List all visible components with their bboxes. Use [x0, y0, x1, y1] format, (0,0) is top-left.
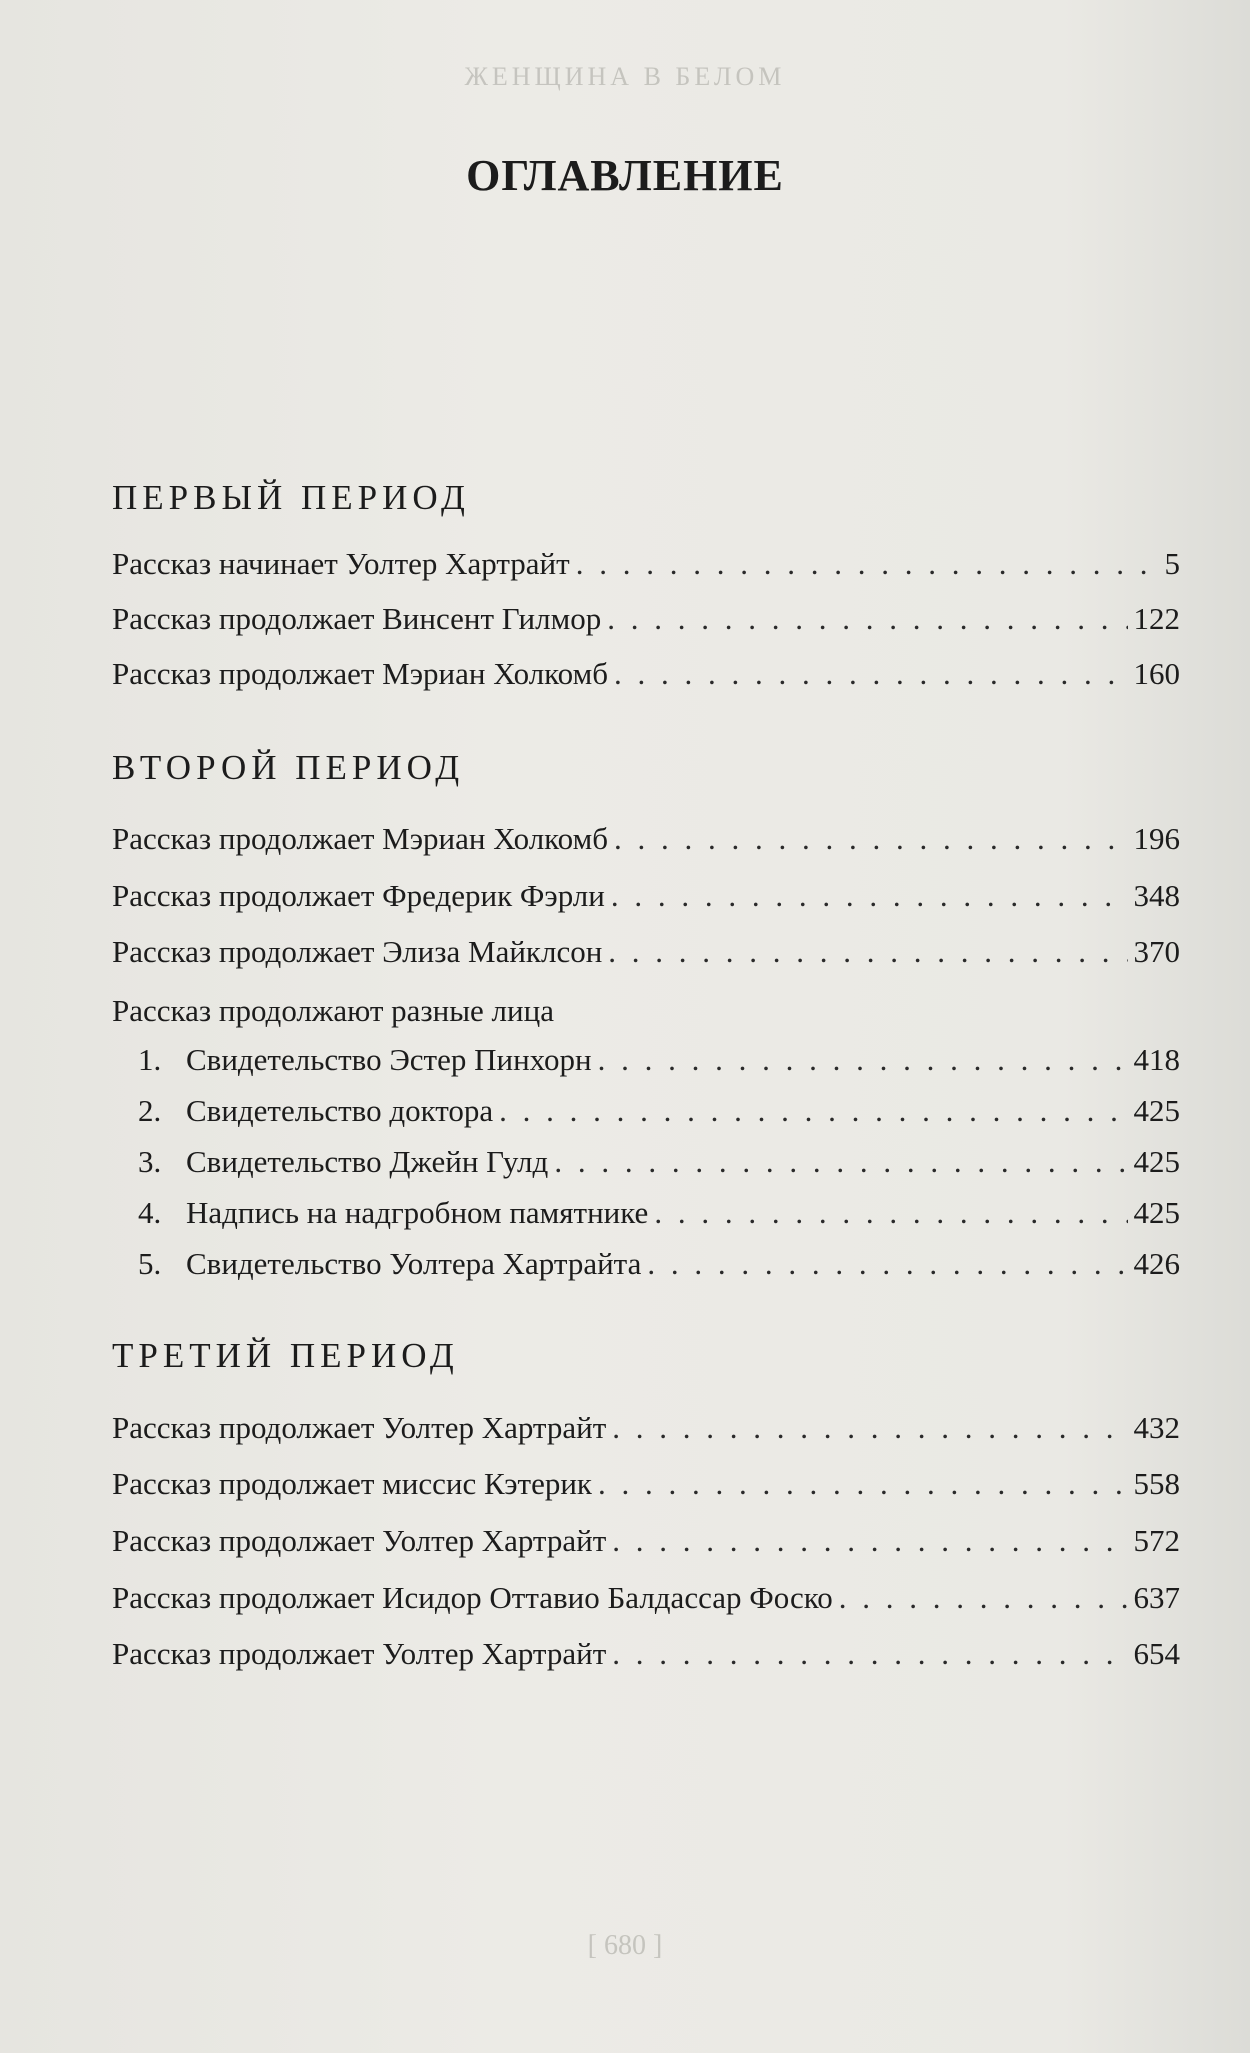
toc-entry [112, 1404, 1180, 1452]
toc-entry-page: 5 [1164, 546, 1180, 581]
toc-sub-entry [138, 1189, 1180, 1237]
dot-leader [611, 872, 1128, 920]
section-heading-second: ВТОРОЙ ПЕРИОД [112, 748, 465, 787]
toc-entry-page: 425 [1133, 1144, 1180, 1179]
toc-entry-page: 425 [1133, 1195, 1180, 1230]
toc-entry [112, 595, 1180, 643]
toc-entry-text: Свидетельство доктора [186, 1093, 494, 1128]
toc-entry-text: Надпись на надгробном памятнике [186, 1195, 649, 1230]
section-heading-first: ПЕРВЫЙ ПЕРИОД [112, 478, 470, 517]
toc-entry [112, 872, 1180, 920]
dot-leader [654, 1189, 1127, 1237]
toc-sub-entry [138, 1240, 1180, 1288]
dot-leader [554, 1138, 1127, 1186]
page-number-footer: [ 680 ] [587, 1930, 663, 1961]
dot-leader [598, 1460, 1128, 1508]
toc-entry-text: Рассказ продолжает Элиза Майклсон [112, 934, 603, 969]
toc-entry-text: Рассказ продолжает Мэриан Холкомб [112, 821, 608, 856]
toc-entry [112, 815, 1180, 863]
toc-entry [112, 1460, 1180, 1508]
toc-entry-page: 348 [1133, 878, 1180, 913]
toc-entry-page: 418 [1133, 1042, 1180, 1077]
toc-entry-text: Рассказ продолжает Винсент Гилмор [112, 601, 602, 636]
toc-entry [112, 540, 1180, 588]
toc-entry-text: Рассказ продолжает миссис Кэтерик [112, 1466, 592, 1501]
toc-entry-page: 654 [1133, 1636, 1180, 1671]
dot-leader [499, 1087, 1127, 1135]
dot-leader [839, 1574, 1128, 1622]
toc-entry-text: Рассказ продолжает Исидор Оттавио Балдассар Фоско [112, 1580, 833, 1615]
toc-entry [112, 1517, 1180, 1565]
dot-leader [612, 1404, 1127, 1452]
toc-entry [112, 928, 1180, 976]
dot-leader [614, 650, 1128, 698]
toc-sub-number: 1. [138, 1042, 162, 1077]
dot-leader [647, 1240, 1127, 1288]
toc-entry-text: Рассказ продолжает Уолтер Хартрайт [112, 1410, 607, 1445]
toc-entry-text: Свидетельство Эстер Пинхорн [186, 1042, 592, 1077]
toc-sub-entry [138, 1087, 1180, 1135]
toc-entry-text: Свидетельство Джейн Гулд [186, 1144, 549, 1179]
toc-entry [112, 650, 1180, 698]
toc-entry [112, 1574, 1180, 1622]
toc-sub-number: 2. [138, 1093, 162, 1128]
dot-leader [607, 595, 1127, 643]
toc-entry-page: 432 [1133, 1410, 1180, 1445]
dot-leader [612, 1630, 1127, 1678]
toc-entry-page: 558 [1133, 1466, 1180, 1501]
toc-entry-text: Рассказ продолжает Уолтер Хартрайт [112, 1523, 607, 1558]
toc-sub-entry [138, 1138, 1180, 1186]
toc-entry-page: 572 [1133, 1523, 1180, 1558]
toc-entry-page: 637 [1133, 1580, 1180, 1615]
toc-sub-entry [138, 1036, 1180, 1084]
dot-leader [598, 1036, 1128, 1084]
toc-entry-page: 196 [1133, 821, 1180, 856]
dot-leader [608, 928, 1127, 976]
dot-leader [612, 1517, 1127, 1565]
toc-entry [112, 1630, 1180, 1678]
toc-entry-text: Рассказ продолжает Мэриан Холкомб [112, 656, 608, 691]
toc-entry-text: Свидетельство Уолтера Хартрайта [186, 1246, 642, 1281]
running-header: ЖЕНЩИНА В БЕЛОМ [464, 62, 786, 91]
toc-entry-page: 122 [1133, 601, 1180, 636]
toc-entry-page: 425 [1133, 1093, 1180, 1128]
toc-entry-page: 160 [1133, 656, 1180, 691]
toc-entry-text: Рассказ продолжает Уолтер Хартрайт [112, 1636, 607, 1671]
toc-sub-number: 5. [138, 1246, 162, 1281]
toc-sub-number: 4. [138, 1195, 162, 1230]
page-title: ОГЛАВЛЕНИЕ [466, 151, 784, 200]
toc-entry-page: 426 [1133, 1246, 1180, 1281]
toc-entry-page: 370 [1133, 934, 1180, 969]
toc-entry-text: Рассказ продолжает Фредерик Фэрли [112, 878, 605, 913]
toc-group-label: Рассказ продолжают разные лица [112, 993, 554, 1028]
section-heading-third: ТРЕТИЙ ПЕРИОД [112, 1336, 459, 1375]
toc-entry-text: Рассказ начинает Уолтер Хартрайт [112, 546, 570, 581]
dot-leader [576, 540, 1159, 588]
toc-sub-number: 3. [138, 1144, 162, 1179]
dot-leader [614, 815, 1128, 863]
